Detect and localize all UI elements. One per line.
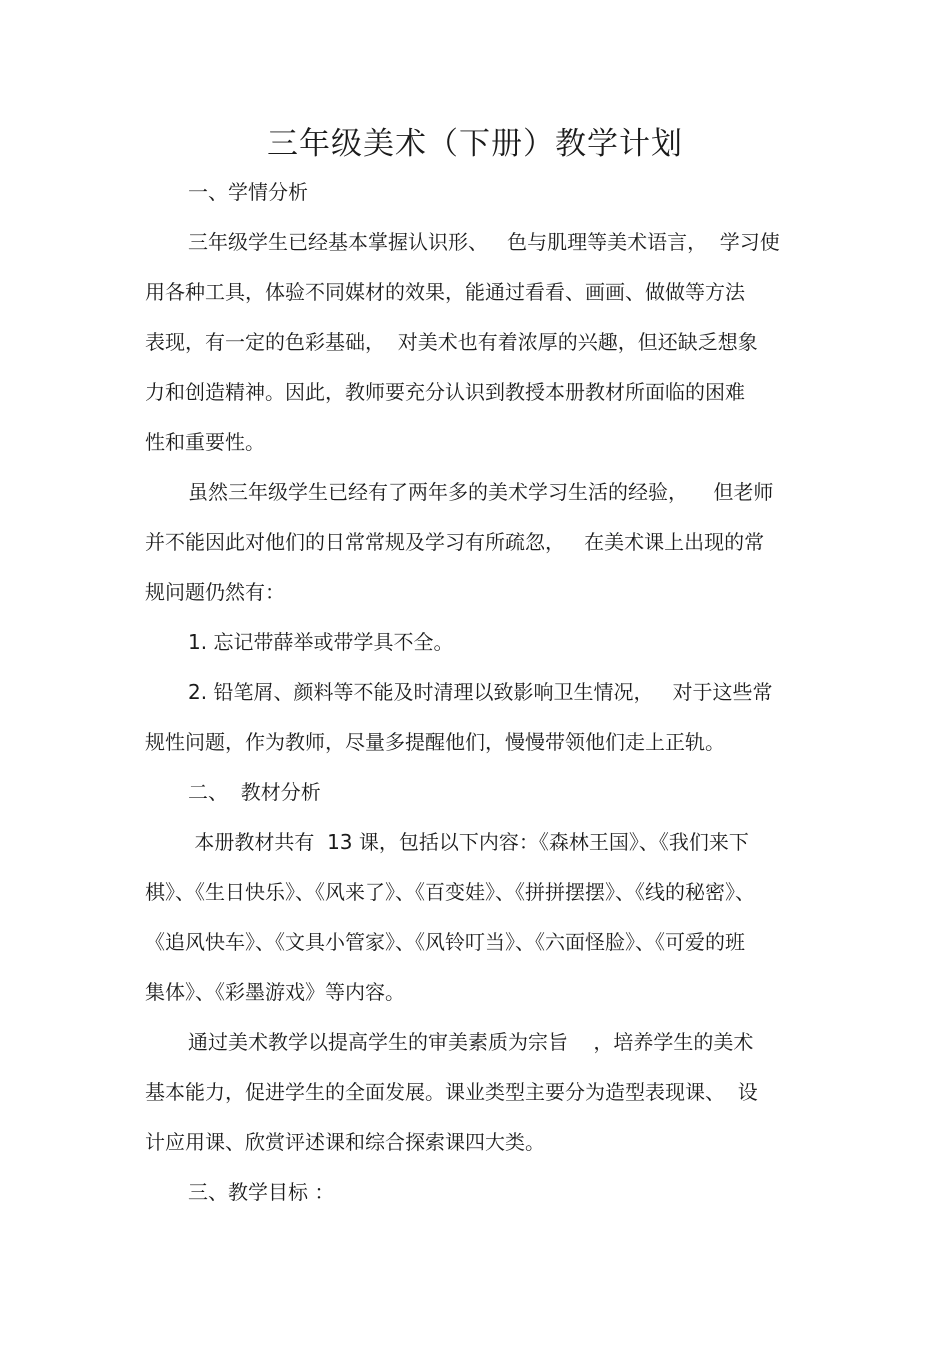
paragraph-line: 性和重要性。 — [145, 430, 265, 454]
paragraph-line: 规问题仍然有： — [145, 580, 285, 604]
paragraph-line: 《追风快车》、《文具小管家》、《风铃叮当》、《六面怪脸》、《可爱的班 — [145, 930, 745, 954]
section-heading-teaching-goals: 三、教学目标 ： — [188, 1180, 335, 1204]
paragraph-line: 虽然三年级学生已经有了两年多的美术学习生活的经验， 但老师 — [188, 480, 774, 504]
paragraph-line: 用各种工具，体验不同媒材的效果，能通过看看、画画、做做等方法 — [145, 280, 745, 304]
paragraph-line: 本册教材共有 13 课，包括以下内容：《森林王国》、《我们来下 — [188, 830, 749, 854]
section-heading-textbook-analysis: 二、 教材分析 — [188, 780, 321, 804]
paragraph-line: 并不能因此对他们的日常常规及学习有所疏忽， 在美术课上出现的常 — [145, 530, 765, 554]
paragraph-line: 表现，有一定的色彩基础， 对美术也有着浓厚的兴趣，但还缺乏想象 — [145, 330, 758, 354]
section-heading-learning-analysis: 一、学情分析 — [188, 180, 308, 204]
list-item: 1. 忘记带薛举或带学具不全。 — [188, 630, 454, 654]
paragraph-line: 规性问题，作为教师，尽量多提醒他们，慢慢带领他们走上正轨。 — [145, 730, 725, 754]
paragraph-line: 力和创造精神。因此，教师要充分认识到教授本册教材所面临的困难 — [145, 380, 745, 404]
paragraph-line: 基本能力，促进学生的全面发展。课业类型主要分为造型表现课、 设 — [145, 1080, 758, 1104]
paragraph-line: 棋》、《生日快乐》、《风来了》、《百变娃》、《拼拼摆摆》、《线的秘密》、 — [145, 880, 755, 904]
document-title: 三年级美术（下册）教学计划 — [267, 126, 683, 162]
paragraph-line: 三年级学生已经基本掌握认识形、 色与肌理等美术语言， 学习使 — [188, 230, 780, 254]
paragraph-line: 计应用课、欣赏评述课和综合探索课四大类。 — [145, 1130, 545, 1154]
list-item: 2. 铅笔屑、颜料等不能及时清理以致影响卫生情况， 对于这些常 — [188, 680, 773, 704]
paragraph-line: 通过美术教学以提高学生的审美素质为宗旨 ，培养学生的美术 — [188, 1030, 754, 1054]
paragraph-line: 集体》、《彩墨游戏》等内容。 — [145, 980, 405, 1004]
